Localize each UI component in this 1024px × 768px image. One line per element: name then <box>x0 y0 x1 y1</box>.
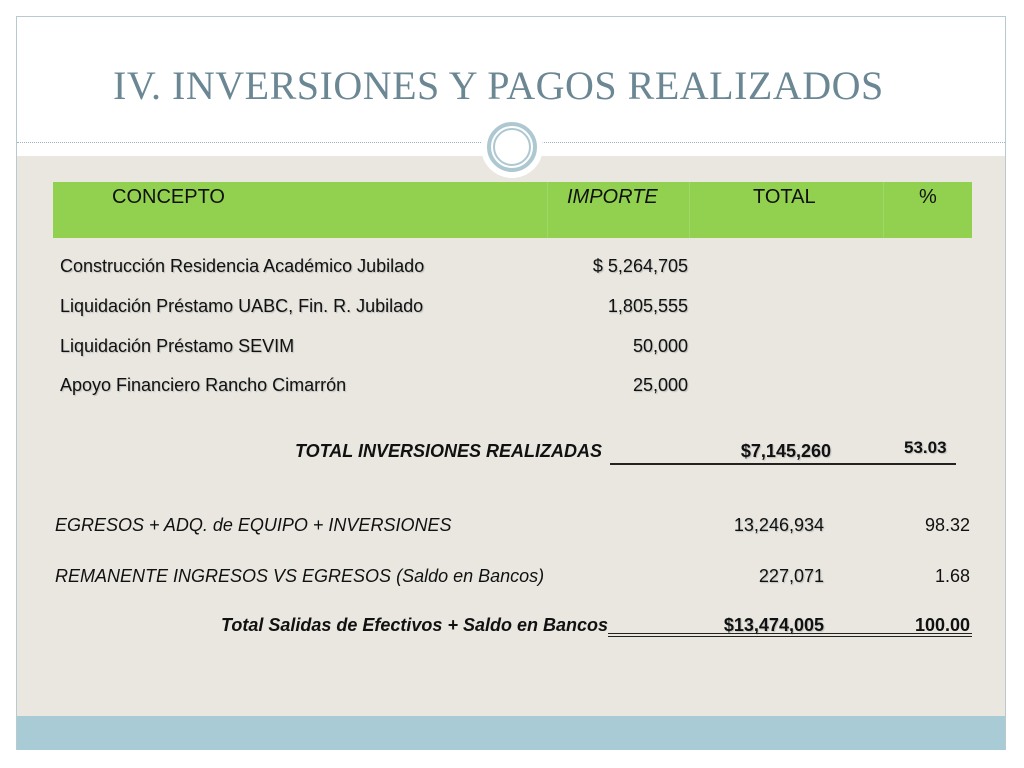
item-concepto: Apoyo Financiero Rancho Cimarrón <box>60 375 347 395</box>
item-importe: 1,805,555 <box>607 296 688 316</box>
ring-ornament-core <box>493 128 531 166</box>
header-separator <box>883 182 884 238</box>
total-salidas-label: Total Salidas de Efectivos + Saldo en Bancos <box>221 615 608 635</box>
header-total: TOTAL <box>753 186 816 208</box>
item-importe: $ 5,264,705 <box>592 256 688 276</box>
item-importe: 50,000 <box>632 336 688 356</box>
egresos-label: EGRESOS + ADQ. de EQUIPO + INVERSIONES <box>55 515 452 535</box>
total-salidas-total: $13,474,005 <box>723 615 824 635</box>
footer-bar <box>17 716 1005 750</box>
item-concepto: Liquidación Préstamo UABC, Fin. R. Jubilado <box>60 296 424 316</box>
remanente-pct: 1.68 <box>934 566 970 586</box>
header-separator <box>689 182 690 238</box>
total-inversiones-value: $7,145,260 <box>740 441 831 461</box>
total-inversiones-underline <box>610 463 956 465</box>
header-concepto: CONCEPTO <box>112 186 225 208</box>
slide-title: IV. INVERSIONES Y PAGOS REALIZADOS <box>113 63 884 108</box>
total-salidas-underline <box>608 633 972 637</box>
item-importe: 25,000 <box>632 375 688 395</box>
egresos-total: 13,246,934 <box>733 515 824 535</box>
header-pct: % <box>919 186 937 208</box>
total-inversiones-label: TOTAL INVERSIONES REALIZADAS <box>294 441 602 461</box>
header-importe: IMPORTE <box>567 186 658 208</box>
remanente-label: REMANENTE INGRESOS VS EGRESOS (Saldo en Bancos) <box>55 566 545 586</box>
egresos-pct: 98.32 <box>924 515 970 535</box>
total-inversiones-pct: 53.03 <box>904 438 947 457</box>
total-salidas-pct: 100.00 <box>914 615 970 635</box>
item-concepto: Liquidación Préstamo SEVIM <box>60 336 295 356</box>
header-separator <box>547 182 548 238</box>
item-concepto: Construcción Residencia Académico Jubilado <box>60 256 425 276</box>
remanente-total: 227,071 <box>758 566 824 586</box>
